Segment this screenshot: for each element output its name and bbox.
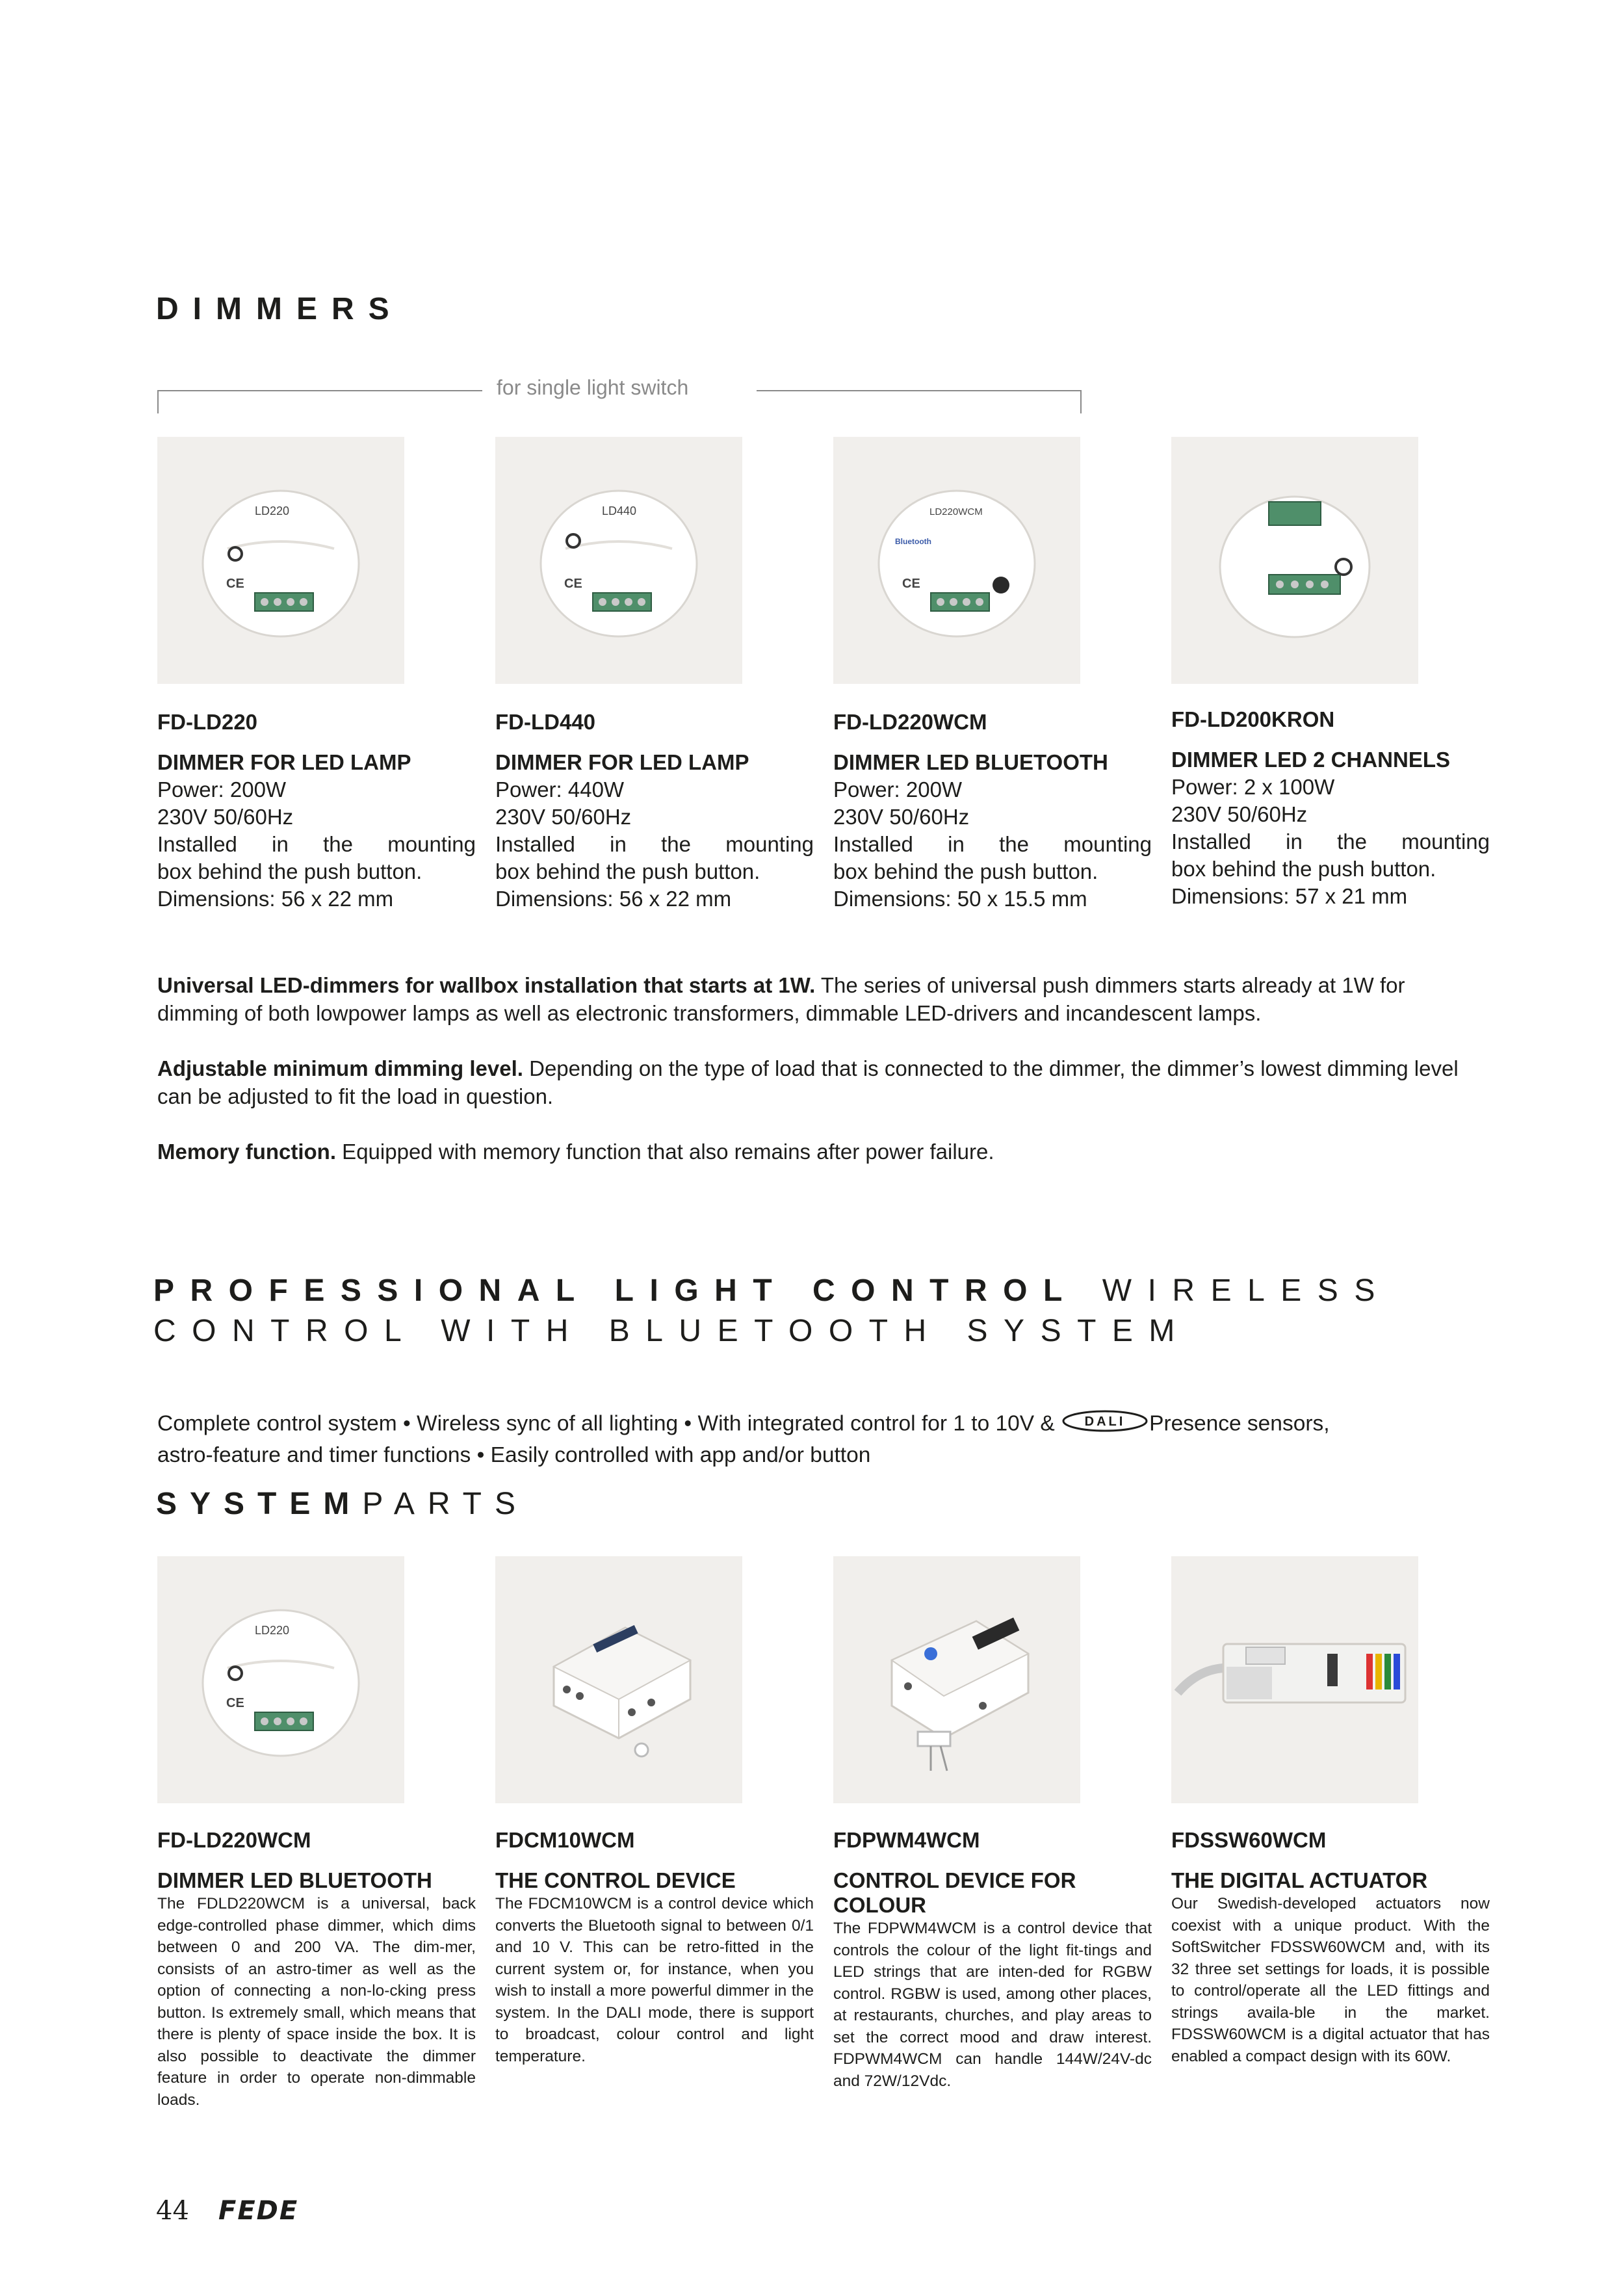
product-title: THE DIGITAL ACTUATOR xyxy=(1171,1868,1428,1892)
spec-dimensions: Dimensions: 57 x 21 mm xyxy=(1171,884,1408,908)
system-parts-heading-light: PARTS xyxy=(362,1487,528,1521)
svg-text:CE: CE xyxy=(902,577,920,591)
bluetooth-dimmer-image xyxy=(833,437,1080,684)
paragraph-body: Depending on the type of load that is connected to the dimmer, the dimmer’s lowest dimming level can be adjusted to fit the load in question. xyxy=(157,1056,1459,1108)
spec-power: Power: 200W xyxy=(833,777,963,802)
bracket-line-left xyxy=(157,390,482,391)
svg-text:CE: CE xyxy=(564,577,582,591)
svg-text:CE: CE xyxy=(226,577,244,591)
professional-intro-line2: astro-feature and timer functions • Easily controlled with app and/or button xyxy=(157,1443,871,1467)
spec-install-cont: box behind the push button. xyxy=(157,859,422,883)
product-title-line1: CONTROL DEVICE FOR xyxy=(833,1868,1076,1892)
product-title: DIMMER FOR LED LAMP xyxy=(157,750,411,774)
spec-voltage: 230V 50/60Hz xyxy=(157,805,294,829)
bracket-tick-left xyxy=(157,390,159,413)
page-number: 44 xyxy=(156,2196,189,2226)
product-image-fdpwm4wcm xyxy=(833,1556,1080,1803)
product-description: The FDCM10WCM is a control device which converts the Bluetooth signal to between 0/1 and 10 V. This can be retro-fitted in the current system or, for instance, when you wish to install a more powerful dimmer in the system. In the DALI mode, there is support to broadcast, colour control and light temperature. xyxy=(495,1895,814,2065)
brand-logo xyxy=(218,2198,333,2225)
bracket-tick-right xyxy=(1080,390,1082,413)
svg-text:FEDE: FEDE xyxy=(218,2198,299,2222)
spec-install: Installed in the mounting xyxy=(157,832,476,856)
system-parts-heading-bold: SYSTEM xyxy=(156,1487,363,1521)
digital-actuator-image xyxy=(1171,1556,1418,1803)
paragraph-memory xyxy=(157,1138,1490,1166)
spec-install-cont: box behind the push button. xyxy=(833,859,1098,883)
spec-install: Installed in the mounting xyxy=(1171,829,1490,854)
dali-logo-icon xyxy=(1061,1408,1149,1434)
product-image-ld440 xyxy=(495,437,742,684)
spec-dimensions: Dimensions: 50 x 15.5 mm xyxy=(833,887,1087,911)
product-description: The FDPWM4WCM is a control device that controls the colour of the light fit-tings and LED strings that are inten-ded for RGBW control. RGBW is used, among other places, at restaurants, churches, and play areas to set the correct mood and draw interest. FDPWM4WCM can handle 144W/24V-dc and 72W/12Vdc. xyxy=(833,1920,1152,2090)
two-channel-dimmer-image xyxy=(1171,437,1418,684)
product-code: FDSSW60WCM xyxy=(1171,1828,1327,1852)
professional-intro xyxy=(157,1408,1490,1469)
product-specs xyxy=(833,776,1152,913)
spec-power: Power: 200W xyxy=(157,777,287,802)
product-title: DIMMER FOR LED LAMP xyxy=(495,750,749,774)
product-code: FD-LD440 xyxy=(495,710,596,734)
paragraph-body: Equipped with memory function that also remains after power failure. xyxy=(336,1140,994,1164)
dali-logo xyxy=(1061,1408,1149,1441)
svg-text:DALI: DALI xyxy=(1084,1415,1126,1429)
round-dimmer-image xyxy=(495,437,742,684)
professional-heading-light: WIRELESS xyxy=(1102,1273,1391,1308)
spec-install-cont: box behind the push button. xyxy=(1171,857,1436,881)
product-image-fdcm10wcm xyxy=(495,1556,742,1803)
product-specs xyxy=(157,776,476,913)
professional-heading-light-2: CONTROL WITH BLUETOOTH SYSTEM xyxy=(153,1314,1191,1348)
control-device-image xyxy=(495,1556,742,1803)
product-code: FD-LD220WCM xyxy=(833,710,987,734)
spec-voltage: 230V 50/60Hz xyxy=(1171,802,1308,826)
spec-dimensions: Dimensions: 56 x 22 mm xyxy=(157,887,394,911)
spec-install-cont: box behind the push button. xyxy=(495,859,760,883)
spec-power: Power: 440W xyxy=(495,777,625,802)
spec-install: Installed in the mounting xyxy=(495,832,814,856)
colour-controller-image xyxy=(833,1556,1080,1803)
product-code: FD-LD200KRON xyxy=(1171,707,1335,731)
product-image-ld200kron xyxy=(1171,437,1418,684)
professional-intro-line1 xyxy=(157,1408,1490,1441)
product-code: FDCM10WCM xyxy=(495,1828,635,1852)
bracket-line-right xyxy=(757,390,1082,391)
product-description: Our Swedish-developed actuators now coexist with a unique product. With the SoftSwitcher FDSSW60WCM and, with its 32 three set settings for loads, it is possible to control/operate all the LED fittings and strings availa-ble in the market. FDSSW60WCM is a digital actuator that has enabled a compact design with its 60W. xyxy=(1171,1895,1490,2065)
product-specs xyxy=(1171,774,1490,910)
spec-voltage: 230V 50/60Hz xyxy=(495,805,632,829)
intro-text-part2: Presence sensors, xyxy=(1149,1411,1330,1436)
product-title xyxy=(833,1868,1076,1918)
product-title-line2: COLOUR xyxy=(833,1893,926,1917)
product-image-fd-ld220wcm xyxy=(157,1556,404,1803)
product-image-fdssw60wcm xyxy=(1171,1556,1418,1803)
paragraph-adjustable xyxy=(157,1054,1490,1110)
professional-heading-line1 xyxy=(153,1273,1391,1309)
product-code: FDPWM4WCM xyxy=(833,1828,980,1852)
svg-text:LD220: LD220 xyxy=(255,504,290,517)
system-parts-heading xyxy=(156,1486,528,1522)
svg-text:CE: CE xyxy=(226,1696,244,1710)
svg-text:LD220WCM: LD220WCM xyxy=(929,506,983,517)
spec-dimensions: Dimensions: 56 x 22 mm xyxy=(495,887,732,911)
product-code: FD-LD220WCM xyxy=(157,1828,311,1852)
product-title: DIMMER LED BLUETOOTH xyxy=(833,750,1108,774)
svg-text:Bluetooth: Bluetooth xyxy=(895,537,931,546)
product-title: DIMMER LED BLUETOOTH xyxy=(157,1868,432,1892)
product-image-ld220wcm xyxy=(833,437,1080,684)
product-image-ld220 xyxy=(157,437,404,684)
professional-heading-line2 xyxy=(153,1313,1191,1349)
svg-text:LD220: LD220 xyxy=(255,1624,290,1637)
product-title: DIMMER LED 2 CHANNELS xyxy=(1171,748,1451,772)
fede-logo-icon xyxy=(218,2198,333,2222)
product-title: THE CONTROL DEVICE xyxy=(495,1868,736,1892)
paragraph-lead: Universal LED-dimmers for wallbox installation that starts at 1W. xyxy=(157,973,816,997)
professional-heading-bold: PROFESSIONAL LIGHT CONTROL xyxy=(153,1273,1078,1308)
dimmers-heading: DIMMERS xyxy=(156,292,404,326)
paragraph-body: The series of universal push dimmers starts already at 1W for dimming of both lowpower lamps as well as electronic transformers, dimmable LED-drivers and incandescent lamps. xyxy=(157,973,1405,1025)
svg-text:LD440: LD440 xyxy=(602,504,637,517)
product-specs xyxy=(495,776,814,913)
paragraph-lead: Memory function. xyxy=(157,1140,337,1164)
spec-install: Installed in the mounting xyxy=(833,832,1152,856)
spec-voltage: 230V 50/60Hz xyxy=(833,805,970,829)
paragraph-universal xyxy=(157,971,1490,1027)
bracket-label: for single light switch xyxy=(497,376,689,399)
intro-text-part1: Complete control system • Wireless sync of all lighting • With integrated control for 1 to 10V & xyxy=(157,1411,1055,1436)
round-dimmer-image xyxy=(157,437,404,684)
round-dimmer-image xyxy=(157,1556,404,1803)
product-code: FD-LD220 xyxy=(157,710,258,734)
product-description: The FDLD220WCM is a universal, back edge-controlled phase dimmer, which dims between 0 and 200 VA. The dim-mer, consists of an astro-timer as well as the option of connecting a non-lo-cking press button. Is extremely small, which means that there is plenty of space inside the box. It is also possible to deactivate the dimmer feature in order to operate non-dimmable loads. xyxy=(157,1895,476,2109)
spec-power: Power: 2 x 100W xyxy=(1171,775,1335,799)
paragraph-lead: Adjustable minimum dimming level. xyxy=(157,1056,523,1080)
